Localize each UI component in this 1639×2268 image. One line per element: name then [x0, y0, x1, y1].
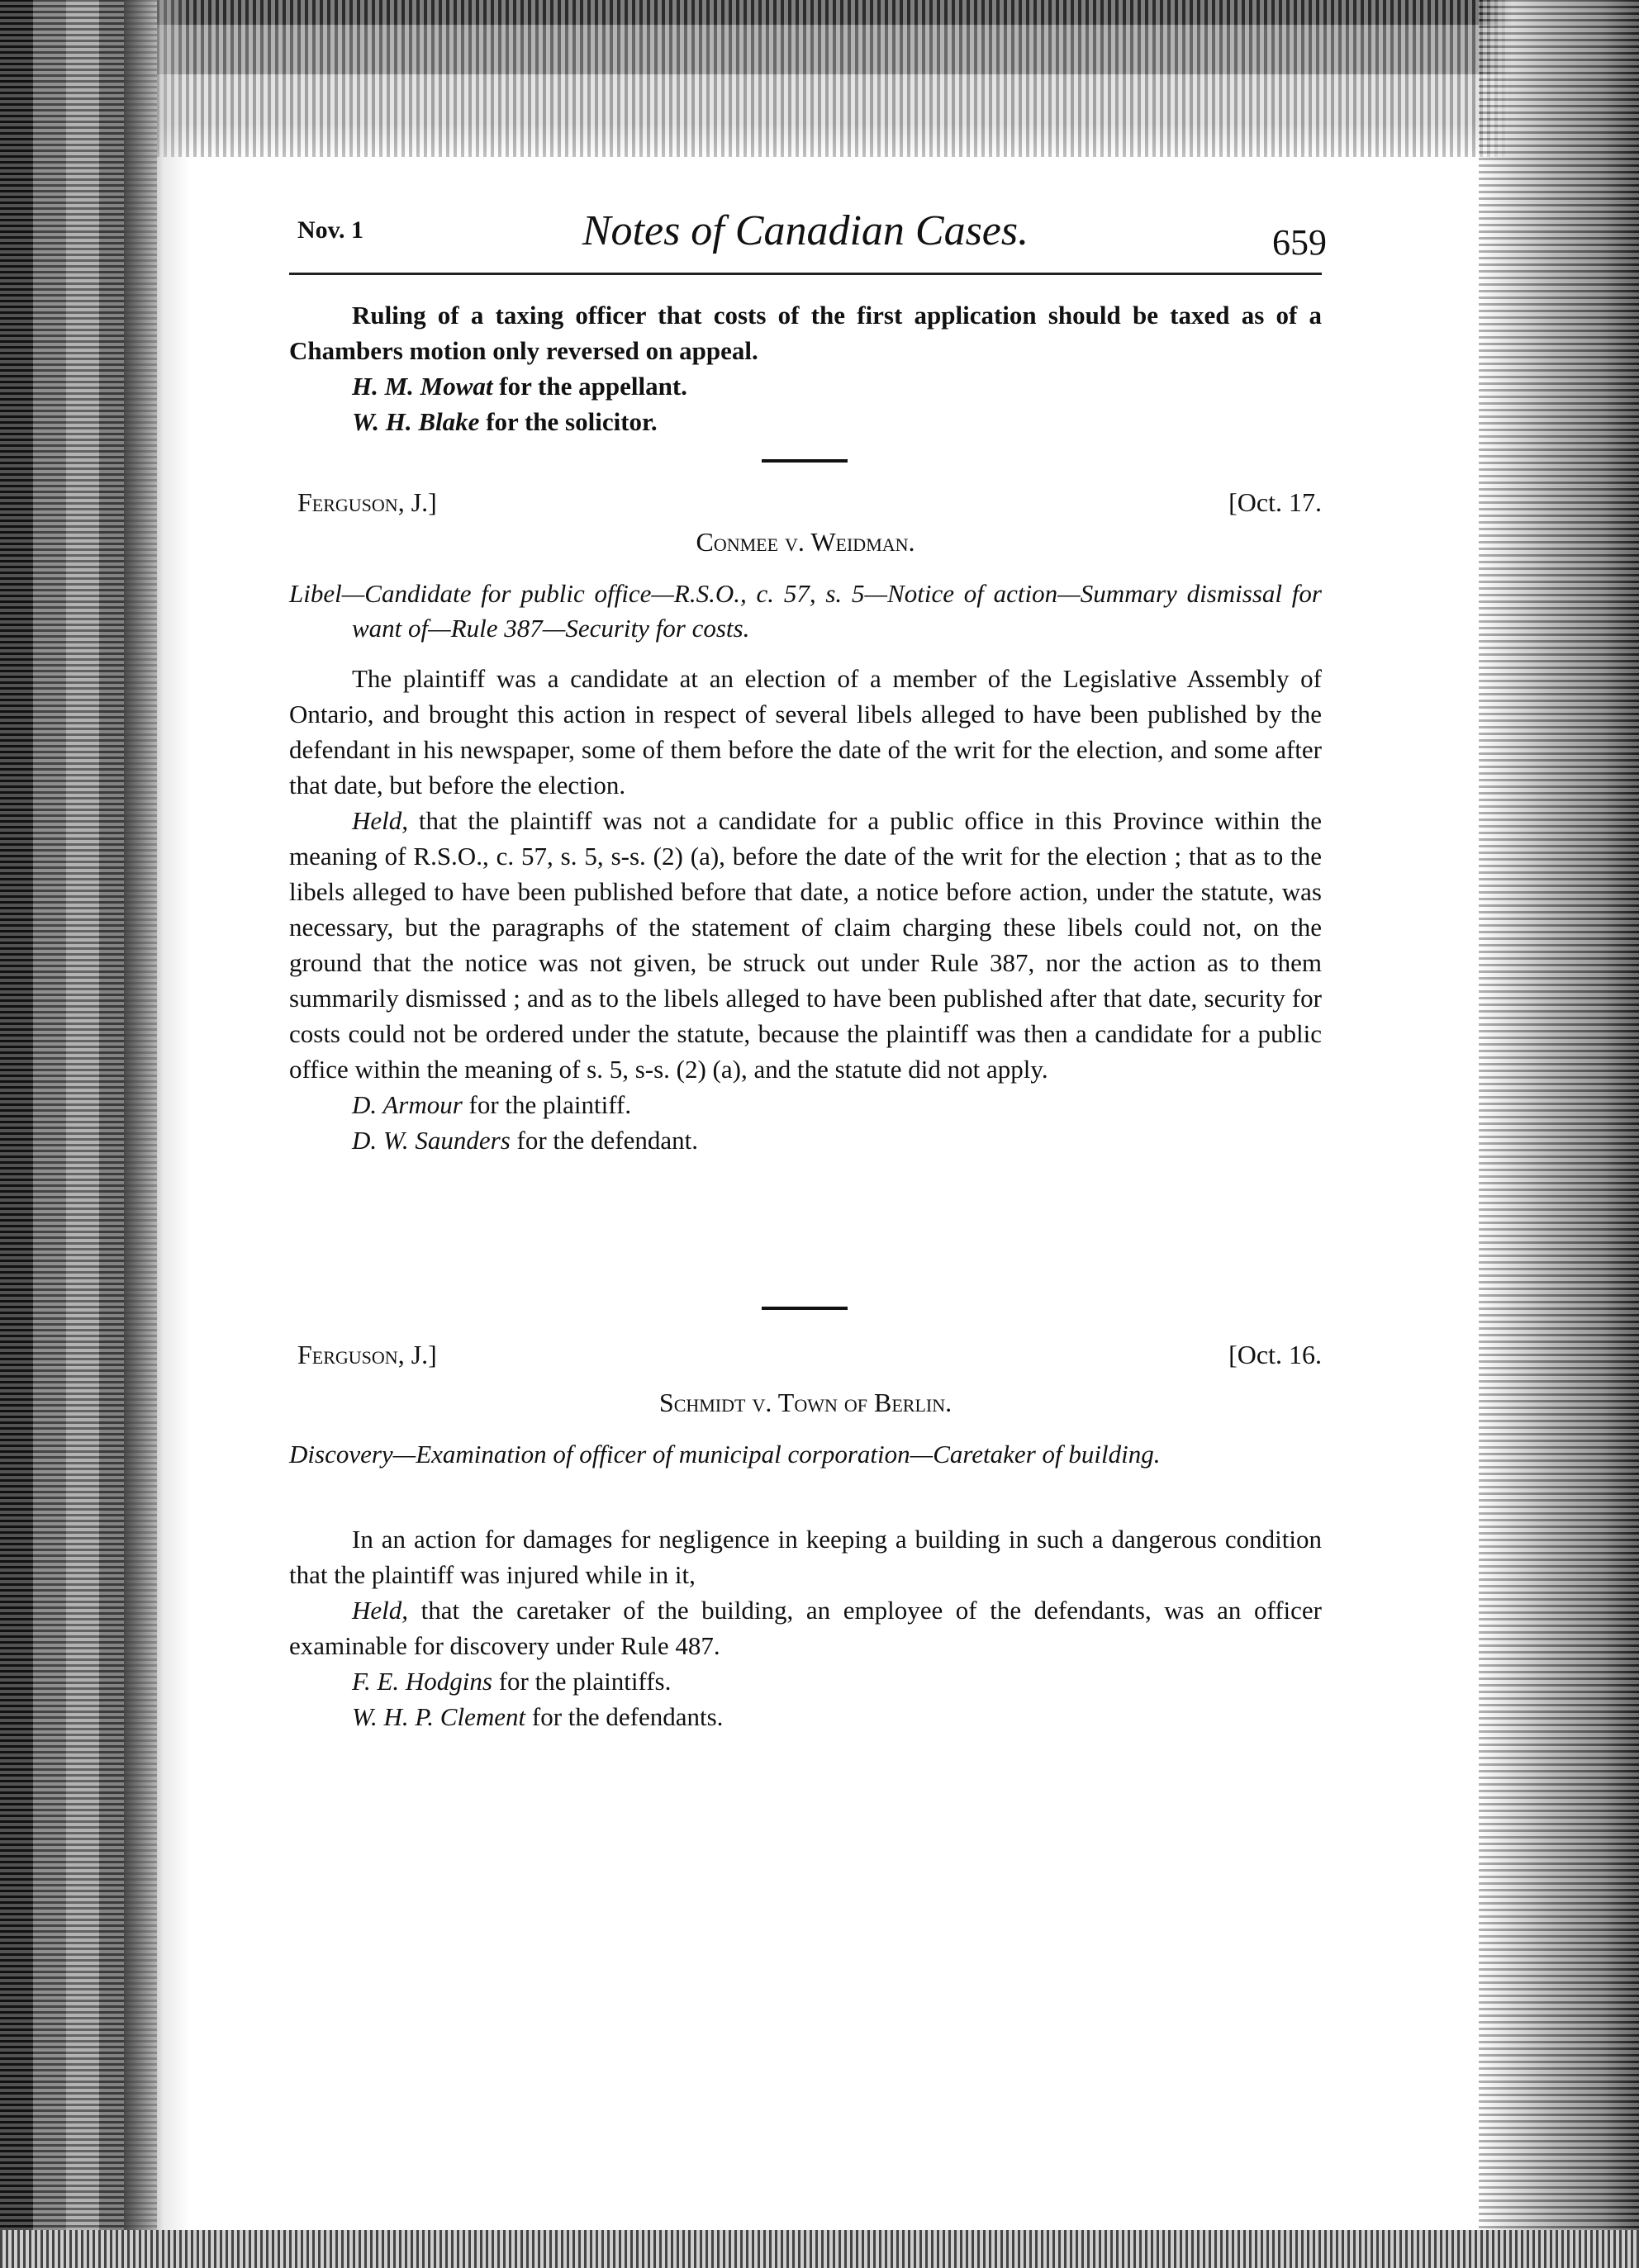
counsel-name: F. E. Hodgins [352, 1667, 492, 1696]
case-body [289, 661, 1322, 1158]
counsel-line [289, 1122, 1322, 1158]
counsel-role: for the plaintiffs. [492, 1667, 672, 1696]
counsel-role: for the plaintiff. [462, 1090, 632, 1119]
counsel-name: D. Armour [352, 1090, 463, 1119]
held-paragraph [289, 803, 1322, 1087]
case-body [289, 1521, 1322, 1734]
section-separator [762, 1307, 848, 1310]
ruling-text: Ruling of a taxing officer that costs of the first application should be taxed as of a Chambers motion only reversed on appeal. [289, 301, 1322, 365]
facts-paragraph: The plaintiff was a candidate at an election of a member of the Legislative Assembly of Ontario, and brought this action in respect of several libels alleged to have been published by the defendant in his newspaper, some of them before the date of the writ for the election, and some after that date, but before the election. [289, 664, 1322, 799]
counsel-line [289, 1699, 1322, 1734]
header-rule [289, 273, 1322, 275]
counsel-name: D. W. Saunders [352, 1126, 511, 1155]
headnote [289, 576, 1322, 646]
section-separator [762, 459, 848, 463]
counsel-name: W. H. P. Clement [352, 1702, 526, 1731]
counsel-line [289, 368, 1322, 404]
scan-gutter-shadow [124, 0, 190, 2268]
headnote [289, 1437, 1322, 1472]
page-number: 659 [1272, 222, 1327, 263]
held-word: Held, [352, 806, 409, 835]
counsel-line [289, 404, 1322, 439]
counsel-name: H. M. Mowat [352, 372, 493, 401]
running-head [289, 206, 1327, 273]
facts-paragraph: In an action for damages for negligence in keeping a building in such a dangerous condition that the plaintiff was injured while in it, [289, 1525, 1322, 1589]
counsel-role: for the defendants. [525, 1702, 724, 1731]
judge-name: Ferguson, J.] [297, 1340, 437, 1369]
scan-edge-right [1479, 0, 1639, 2268]
counsel-name: W. H. Blake [352, 407, 480, 436]
held-text: that the plaintiff was not a candidate for a public office in this Province within the meaning of R.S.O., c. 57, s. 5, s-s. (2) (a), before the date of the writ for the election ; that as to the libels alleged to have been published before that date, a notice before action, under the statute, was necessary, but the paragraphs of the statement of claim charging these libels could not, on the ground that the notice was not given, be struck out under Rule 387, nor the action as to them summarily dismissed ; and as to the libels alleged to have been published after that date, security for costs could not be ordered under the statute, because the plaintiff was then a candidate for a public office within the meaning of s. 5, s-s. (2) (a), and the statute did not apply. [289, 806, 1322, 1084]
document-page [289, 0, 1327, 2268]
counsel-role: for the solicitor. [479, 407, 658, 436]
counsel-line [289, 1663, 1322, 1699]
header-date: Nov. 1 [297, 216, 364, 244]
court-line [297, 487, 1322, 524]
previous-case-tail [289, 297, 1322, 439]
scan-edge-left [0, 0, 157, 2268]
decision-date: [Oct. 17. [1228, 487, 1322, 517]
case-title: Schmidt v. Town of Berlin. [658, 1388, 953, 1417]
headnote-text: Libel—Candidate for public office—R.S.O., c. 57, s. 5—Notice of action—Summary dismissal for want of—Rule 387—Security for costs. [289, 579, 1322, 643]
case-title: Conmee v. Weidman. [696, 527, 915, 557]
held-text: that the caretaker of the building, an employee of the defendants, was an officer examinable for discovery under Rule 487. [289, 1596, 1322, 1660]
decision-date: [Oct. 16. [1228, 1340, 1322, 1369]
held-paragraph [289, 1592, 1322, 1663]
counsel-line [289, 1087, 1322, 1122]
counsel-role: for the defendant. [510, 1126, 698, 1155]
judge-name: Ferguson, J.] [297, 487, 437, 517]
court-line [297, 1340, 1322, 1376]
counsel-role: for the appellant. [492, 372, 687, 401]
header-title: Notes of Canadian Cases. [582, 207, 1029, 254]
headnote-text: Discovery—Examination of officer of municipal corporation—Caretaker of building. [289, 1440, 1161, 1469]
held-word: Held, [352, 1596, 409, 1625]
